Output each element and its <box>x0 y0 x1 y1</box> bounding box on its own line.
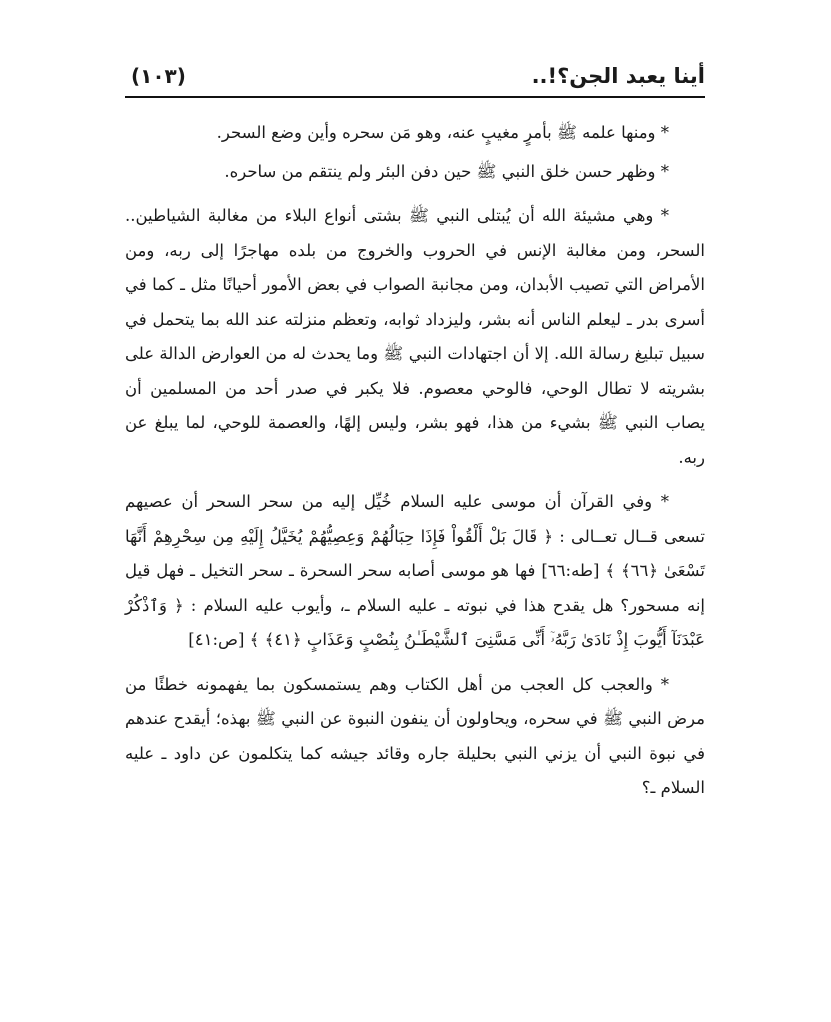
page-header <box>125 62 705 98</box>
paragraph-2: * وظهر حسن خلق النبي ﷺ حين دفن البئر ولم ينتقم من ساحره. <box>224 161 669 181</box>
page-body <box>125 116 705 806</box>
book-page <box>125 62 705 962</box>
running-title: أينا يعبد الجن؟!.. <box>531 64 705 88</box>
page-number: (١٠٣) <box>131 64 186 88</box>
paragraph-3: * وهي مشيئة الله أن يُبتلى النبي ﷺ بشتى أنواع البلاء من مغالبة الشياطين.. السحر، ومن مغالبة الإنس في الحروب والخروج من بلده مهاجرًا إلى ربه، ومن الأمراض التي تصيب الأبدان، ومن مجانبة الصواب في بعض الأمور أحيانًا مثل ـ كما في أسرى بدر ـ ليعلم الناس أنه بشر، وليزداد ثوابه، وتعظم منزلته عند الله بما يتحمل في سبيل تبليغ رسالة الله. إلا أن اجتهادات النبي ﷺ وما يحدث له من العوارض الدالة على بشريته لا تطال الوحي، فالوحي معصوم. فلا يكبر في صدر أحد من المسلمين أن يصاب النبي ﷺ بشيء من هذا، فهو بشر، وليس إلهًا، والعصمة للوحي، لما يبلغ عن ربه. <box>125 206 705 467</box>
paragraph-1: * ومنها علمه ﷺ بأمرٍ مغيبٍ عنه، وهو مَن سحره وأين وضع السحر. <box>216 123 669 142</box>
paragraph-4: * وفي القرآن أن موسى عليه السلام خُيِّل إليه من سحر السحر أن عصيهم تسعى قــال تعــالى : ﴿ قَالَ بَلْ أَلْقُواْ فَإِذَا حِبَالُهُمْ وَعِصِيُّهُمْ يُخَيَّلُ إِلَيْهِ مِن سِحْرِهِمْ أَنَّهَا تَسْعَىٰ ﴿٦٦﴾ ﴾ [طه:٦٦] فها هو موسى أصابه سحر السحرة ـ سحر التخيل ـ فهل قيل إنه مسحور؟ هل يقدح هذا في نبوته ـ عليه السلام ـ، وأيوب عليه السلام : ﴿ وَٱذْكُرْ عَبْدَنَآ أَيُّوبَ إِذْ نَادَىٰ رَبَّهُۥٓ أَنِّى مَسَّنِىَ ٱلشَّيْطَـٰنُ بِنُصْبٍ وَعَذَابٍ ﴿٤١﴾ ﴾ [ص:٤١] <box>125 492 705 649</box>
paragraph-5: * والعجب كل العجب من أهل الكتاب وهم يستمسكون بما يفهمونه خطئًا من مرض النبي ﷺ في سحره، ويحاولون أن ينفون النبوة عن النبي ﷺ بهذه؛ أيقدح عندهم في نبوة النبي أن يزني النبي بحليلة جاره وقائد جيشه كما يتكلمون عن داود ـ عليه السلام ـ؟ <box>125 674 705 797</box>
